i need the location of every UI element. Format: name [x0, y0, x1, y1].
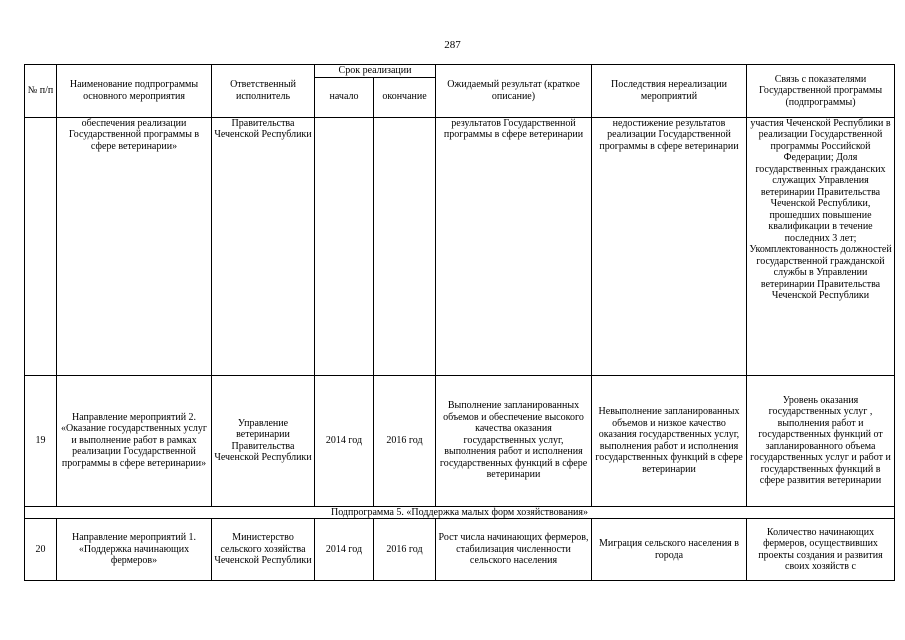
header-name: Наименование подпрограммы основного мероприятия	[57, 65, 212, 118]
row-name: Направление мероприятий 2. «Оказание государственных услуг и выполнение работ в рамках реализации Государственной программы в сфере ветеринарии»	[57, 375, 212, 506]
header-row-1	[25, 65, 895, 78]
row-num: 20	[25, 519, 57, 581]
row-num	[25, 117, 57, 375]
measures-table	[24, 64, 895, 581]
header-link: Связь с показателями Государственной программы (подпрограммы)	[747, 65, 895, 118]
header-responsible: Ответственный исполнитель	[212, 65, 315, 118]
row-end	[374, 117, 436, 375]
header-term: Срок реализации	[315, 65, 436, 78]
row-num: 19	[25, 375, 57, 506]
row-name: Направление мероприятий 1. «Поддержка начинающих фермеров»	[57, 519, 212, 581]
row-link: Количество начинающих фермеров, осуществивших проекты создания и развития своих хозяйств с	[747, 519, 895, 581]
table-row	[25, 117, 895, 375]
row-start: 2014 год	[315, 375, 374, 506]
row-end: 2016 год	[374, 519, 436, 581]
row-responsible: Управление ветеринарии Правительства Чеченской Республики	[212, 375, 315, 506]
header-consequences: Последствия нереализации мероприятий	[592, 65, 747, 118]
row-result: Рост числа начинающих фермеров, стабилизация численности сельского населения	[436, 519, 592, 581]
row-start: 2014 год	[315, 519, 374, 581]
row-link: участия Чеченской Республики в реализации Государственной программы Российской Федерации; Доля государственных гражданских служащих Управления ветеринарии Правительства Чеченской Республики, прошедших повышение квалификации в течение последних 3 лет; Укомплектованность должностей государственной гражданской службы в Управлении ветеринарии Правительства Чеченской Республики	[747, 117, 895, 375]
row-name: обеспечения реализации Государственной программы в сфере ветеринарии»	[57, 117, 212, 375]
table-row	[25, 519, 895, 581]
row-end: 2016 год	[374, 375, 436, 506]
row-consequences: Невыполнение запланированных объемов и низкое качество оказания государственных услуг, выполнения работ и исполнения государственных функций в сфере ветеринарии	[592, 375, 747, 506]
row-consequences: Миграция сельского населения в города	[592, 519, 747, 581]
header-start: начало	[315, 77, 374, 117]
row-consequences: недостижение результатов реализации Государственной программы в сфере ветеринарии	[592, 117, 747, 375]
subprogram-title: Подпрограмма 5. «Поддержка малых форм хозяйствования»	[25, 506, 895, 519]
header-num: № п/п	[25, 65, 57, 118]
row-link: Уровень оказания государственных услуг , выполнения работ и государственных функций от запланированного объема государственных услуг и работ и государственных функций в сфере развития ветеринарии	[747, 375, 895, 506]
row-result: результатов Государственной программы в сфере ветеринарии	[436, 117, 592, 375]
subprogram-row	[25, 506, 895, 519]
row-start	[315, 117, 374, 375]
table-row	[25, 375, 895, 506]
page-number: 287	[444, 39, 461, 51]
header-end: окончание	[374, 77, 436, 117]
header-result: Ожидаемый результат (краткое описание)	[436, 65, 592, 118]
row-result: Выполнение запланированных объемов и обеспечение высокого качества оказания государственных услуг, выполнения работ и исполнения государственных функций в сфере ветеринарии	[436, 375, 592, 506]
row-responsible: Правительства Чеченской Республики	[212, 117, 315, 375]
row-responsible: Министерство сельского хозяйства Чеченской Республики	[212, 519, 315, 581]
